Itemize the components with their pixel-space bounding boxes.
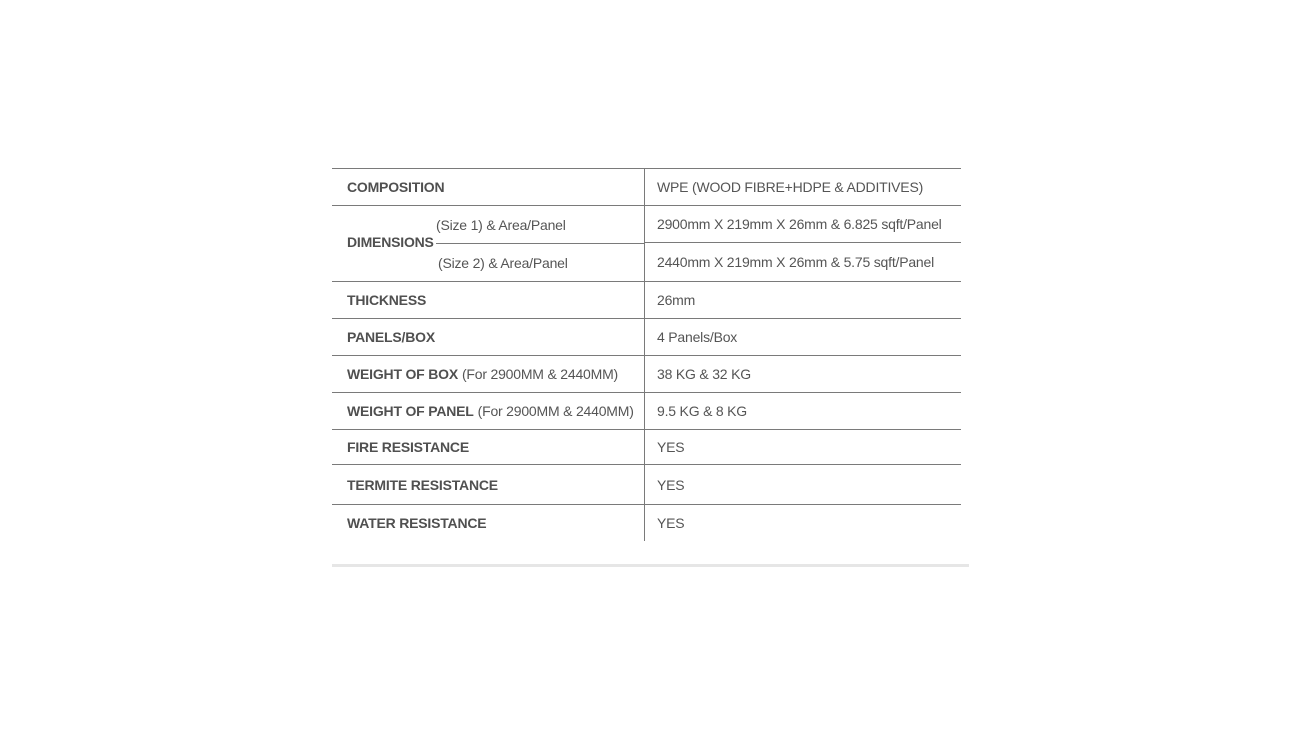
spec-table bbox=[332, 168, 961, 541]
dimensions-size1-value: 2900mm X 219mm X 26mm & 6.825 sqft/Panel bbox=[645, 206, 961, 243]
dimensions-size1-label: (Size 1) & Area/Panel bbox=[436, 206, 644, 244]
row-composition bbox=[332, 168, 961, 205]
row-dimensions bbox=[332, 205, 961, 281]
row-thickness bbox=[332, 281, 961, 318]
fire-resistance-label: FIRE RESISTANCE bbox=[332, 430, 645, 464]
composition-value: WPE (WOOD FIBRE+HDPE & ADDITIVES) bbox=[657, 179, 924, 195]
termite-resistance-value: YES bbox=[657, 476, 685, 493]
row-panels-box bbox=[332, 318, 961, 355]
bottom-divider bbox=[332, 564, 969, 567]
row-weight-panel bbox=[332, 392, 961, 429]
thickness-label: THICKNESS bbox=[332, 282, 645, 318]
thickness-value: 26mm bbox=[657, 292, 696, 308]
row-termite-resistance bbox=[332, 464, 961, 504]
panels-box-label: PANELS/BOX bbox=[332, 319, 645, 355]
dimensions-size2-value: 2440mm X 219mm X 26mm & 5.75 sqft/Panel bbox=[657, 253, 934, 270]
dimensions-label: DIMENSIONS bbox=[347, 234, 434, 250]
fire-resistance-value: YES bbox=[657, 439, 685, 455]
dimensions-values bbox=[645, 206, 961, 281]
termite-resistance-label: TERMITE RESISTANCE bbox=[332, 465, 645, 504]
row-water-resistance bbox=[332, 504, 961, 541]
row-fire-resistance bbox=[332, 429, 961, 464]
weight-panel-sub: (For 2900MM & 2440MM) bbox=[477, 403, 634, 419]
weight-box-sub: (For 2900MM & 2440MM) bbox=[461, 366, 619, 382]
dimensions-size2-label: (Size 2) & Area/Panel bbox=[438, 254, 568, 271]
panels-box-value: 4 Panels/Box bbox=[657, 329, 738, 345]
composition-label: COMPOSITION bbox=[332, 169, 645, 205]
weight-panel-label: WEIGHT OF PANEL (For 2900MM & 2440MM) bbox=[332, 393, 645, 429]
water-resistance-label: WATER RESISTANCE bbox=[332, 505, 645, 541]
row-weight-box bbox=[332, 355, 961, 392]
weight-box-label: WEIGHT OF BOX (For 2900MM & 2440MM) bbox=[332, 356, 645, 392]
weight-box-value: 38 KG & 32 KG bbox=[657, 366, 751, 382]
water-resistance-value: YES bbox=[657, 515, 685, 531]
weight-panel-value: 9.5 KG & 8 KG bbox=[657, 403, 747, 419]
dimensions-label-cell bbox=[332, 206, 645, 281]
